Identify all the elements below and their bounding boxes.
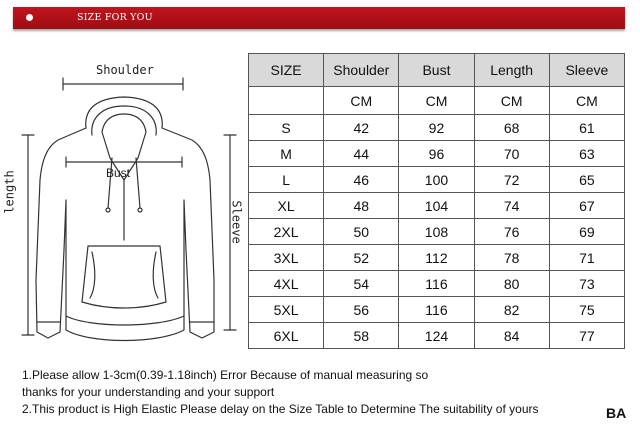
bullet-dot-icon <box>26 14 33 21</box>
bust-label: Bust <box>106 166 131 180</box>
table-cell: 92 <box>399 115 474 141</box>
table-cell: 54 <box>324 271 399 297</box>
notes <box>22 367 539 418</box>
unit-cell: CM <box>474 87 549 115</box>
table-row <box>249 245 625 271</box>
table-cell: 100 <box>399 167 474 193</box>
table-row <box>249 219 625 245</box>
header-banner <box>13 7 625 29</box>
unit-cell: CM <box>324 87 399 115</box>
table-cell: 63 <box>549 141 624 167</box>
shoulder-label: Shoulder <box>96 63 154 77</box>
table-cell: 116 <box>399 297 474 323</box>
table-cell: 78 <box>474 245 549 271</box>
table-cell: 3XL <box>249 245 324 271</box>
table-cell: 112 <box>399 245 474 271</box>
header-shoulder: Shoulder <box>324 54 399 87</box>
table-cell: 76 <box>474 219 549 245</box>
table-row <box>249 115 625 141</box>
table-cell: 52 <box>324 245 399 271</box>
note-line-2: thanks for your understanding and your support <box>22 385 275 399</box>
table-cell: 4XL <box>249 271 324 297</box>
size-table <box>248 53 625 349</box>
table-cell: M <box>249 141 324 167</box>
table-cell: 68 <box>474 115 549 141</box>
table-cell: 70 <box>474 141 549 167</box>
table-row <box>249 323 625 349</box>
table-cell: 56 <box>324 297 399 323</box>
table-cell: 48 <box>324 193 399 219</box>
unit-cell: CM <box>549 87 624 115</box>
table-cell: 96 <box>399 141 474 167</box>
note-line-1: 1.Please allow 1-3cm(0.39-1.18inch) Error Because of manual measuring so <box>22 368 429 382</box>
table-row <box>249 297 625 323</box>
table-cell: S <box>249 115 324 141</box>
hoodie-diagram <box>0 40 250 360</box>
table-cell: 77 <box>549 323 624 349</box>
table-cell: 75 <box>549 297 624 323</box>
units-row <box>249 87 625 115</box>
table-cell: 69 <box>549 219 624 245</box>
table-cell: 84 <box>474 323 549 349</box>
table-cell: 61 <box>549 115 624 141</box>
table-row <box>249 193 625 219</box>
table-cell: 72 <box>474 167 549 193</box>
table-cell: 44 <box>324 141 399 167</box>
table-cell: 73 <box>549 271 624 297</box>
table-cell: 74 <box>474 193 549 219</box>
header-sleeve: Sleeve <box>549 54 624 87</box>
table-row <box>249 271 625 297</box>
note-line-3: 2.This product is High Elastic Please delay on the Size Table to Determine The suitability of yours <box>22 402 539 416</box>
table-cell: 5XL <box>249 297 324 323</box>
table-cell: L <box>249 167 324 193</box>
table-cell: 104 <box>399 193 474 219</box>
table-cell: XL <box>249 193 324 219</box>
corner-mark: BA <box>606 405 627 421</box>
table-cell: 2XL <box>249 219 324 245</box>
table-cell: 108 <box>399 219 474 245</box>
header-size: SIZE <box>249 54 324 87</box>
table-cell: 65 <box>549 167 624 193</box>
header-length: Length <box>474 54 549 87</box>
table-header-row <box>249 54 625 87</box>
table-cell: 80 <box>474 271 549 297</box>
table-cell: 67 <box>549 193 624 219</box>
table-cell: 50 <box>324 219 399 245</box>
table-cell: 6XL <box>249 323 324 349</box>
table-cell: 116 <box>399 271 474 297</box>
table-cell: 46 <box>324 167 399 193</box>
unit-cell: CM <box>399 87 474 115</box>
table-row <box>249 141 625 167</box>
sleeve-label: Sleeve <box>229 200 244 244</box>
hoodie-sketch-icon <box>0 40 250 360</box>
banner-title: SIZE FOR YOU <box>77 12 153 23</box>
header-bust: Bust <box>399 54 474 87</box>
table-cell: 58 <box>324 323 399 349</box>
table-cell: 42 <box>324 115 399 141</box>
table-cell: 82 <box>474 297 549 323</box>
table-cell: 71 <box>549 245 624 271</box>
table-cell: 124 <box>399 323 474 349</box>
table-row <box>249 167 625 193</box>
unit-cell <box>249 87 324 115</box>
length-label: length <box>2 170 17 214</box>
